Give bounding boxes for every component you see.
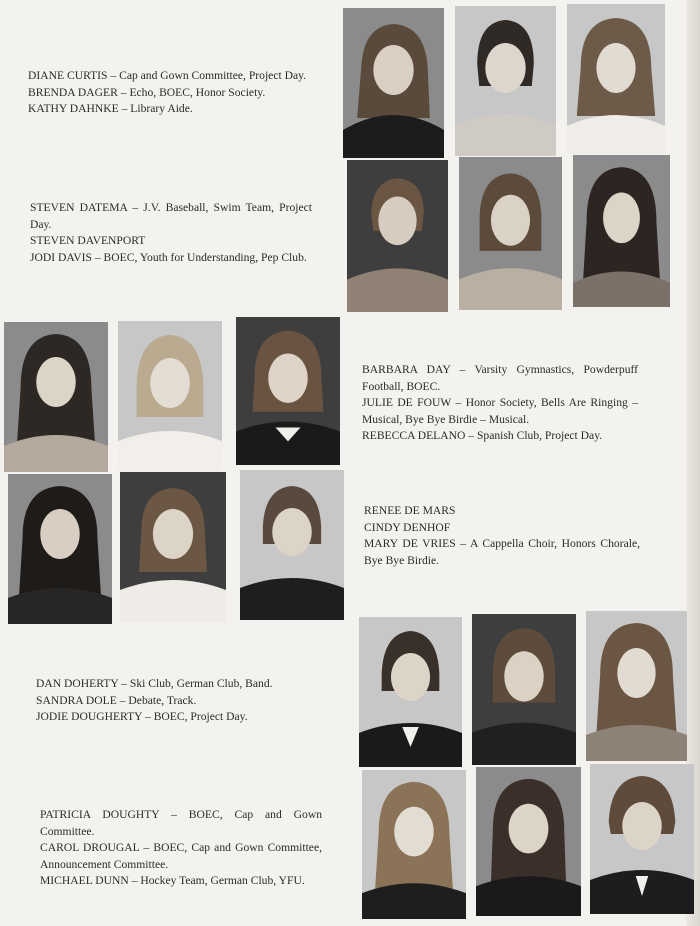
caption-block-3 [362,362,638,445]
portrait-photo [567,4,665,154]
caption-block-5 [36,676,326,726]
portrait-photo [590,764,694,914]
portrait-photo [476,767,581,916]
portrait-photo [459,157,562,310]
senior-entry: JULIE DE FOUW – Honor Society, Bells Are Ringing – Musical, Bye Bye Birdie – Musical. [362,396,638,426]
senior-entry: REBECCA DELANO – Spanish Club, Project Day. [362,429,603,442]
portrait-photo [236,317,340,465]
senior-entry: BRENDA DAGER – Echo, BOEC, Honor Society. [28,85,266,99]
portrait-photo [362,770,466,919]
senior-entry: DAN DOHERTY – Ski Club, German Club, Band. [36,677,273,690]
senior-entry: PATRICIA DOUGHTY – BOEC, Cap and Gown Committee. [40,808,322,838]
caption-block-6 [40,807,322,890]
senior-entry: STEVEN DAVENPORT [30,234,146,247]
portrait-photo [118,321,222,471]
senior-entry: KATHY DAHNKE – Library Aide. [28,102,193,115]
caption-block-1 [28,68,310,118]
senior-entry: BARBARA DAY – Varsity Gymnastics, Powderpuff Football, BOEC. [362,363,638,393]
portrait-photo [472,614,576,765]
portrait-photo [8,474,112,624]
portrait-photo [120,472,226,622]
portrait-photo [347,160,448,312]
senior-entry: RENEE DE MARS [364,504,456,517]
portrait-photo [343,8,444,158]
caption-block-2 [30,200,312,266]
senior-entry: JODIE DOUGHERTY – BOEC, Project Day. [36,710,248,723]
portrait-photo [455,6,556,156]
portrait-photo [586,611,687,761]
portrait-photo [4,322,108,472]
senior-entry: CAROL DROUGAL – BOEC, Cap and Gown Committee, Announcement Committee. [40,841,322,871]
senior-entry: SANDRA DOLE – Debate, Track. [36,693,197,707]
senior-entry: CINDY DENHOF [364,520,451,534]
senior-entry: JODI DAVIS – BOEC, Youth for Understanding, Pep Club. [30,250,307,264]
caption-block-4 [364,503,640,569]
senior-entry: STEVEN DATEMA – J.V. Baseball, Swim Team, Project Day. [30,201,312,231]
portrait-photo [573,155,670,307]
portrait-photo [240,470,344,620]
senior-entry: DIANE CURTIS – Cap and Gown Committee, Project Day. [28,69,307,82]
portrait-photo [359,617,462,767]
senior-entry: MARY DE VRIES – A Cappella Choir, Honors Chorale, Bye Bye Birdie. [364,537,640,567]
senior-entry: MICHAEL DUNN – Hockey Team, German Club, YFU. [40,874,305,887]
